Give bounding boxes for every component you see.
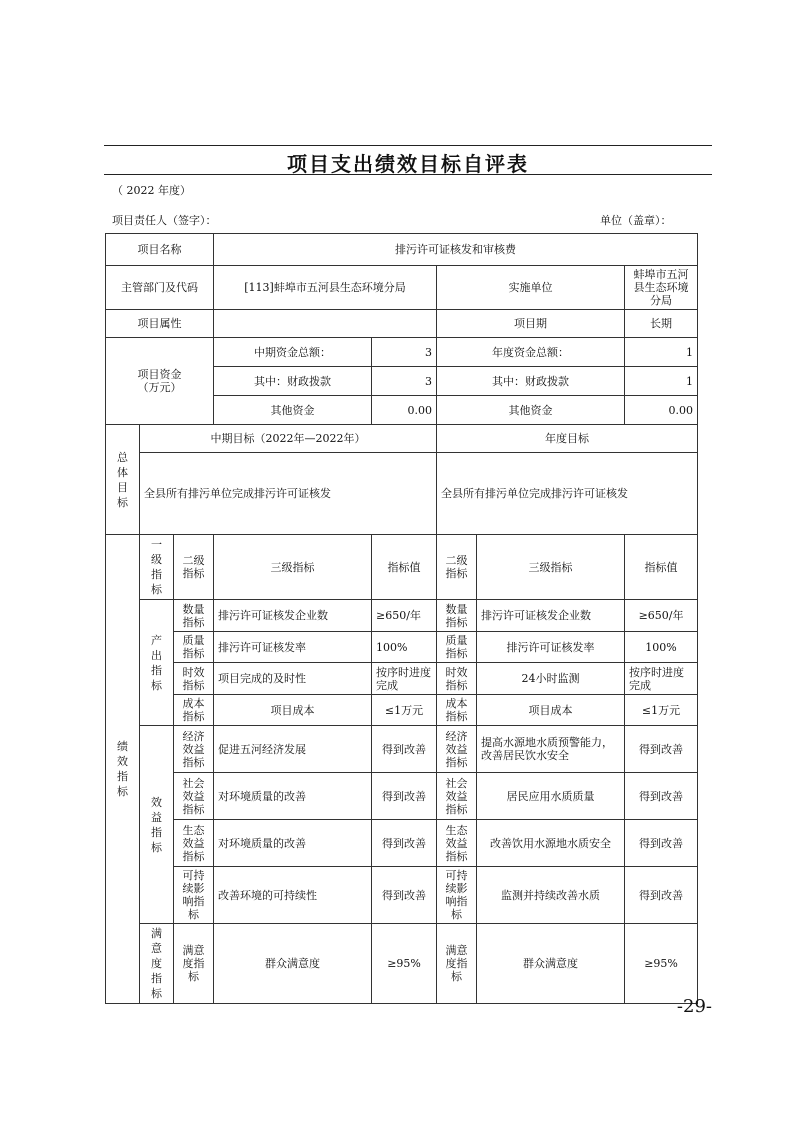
effect-label bbox=[140, 726, 174, 924]
project-name-label: 项目名称 bbox=[106, 234, 214, 266]
indicator-l2-year: 可持续影响指标 bbox=[437, 867, 477, 924]
department-row bbox=[106, 266, 698, 310]
page-number: -29- bbox=[676, 996, 712, 1017]
indicator-row bbox=[106, 924, 698, 1004]
level2-header: 二级指标 bbox=[174, 535, 214, 600]
indicator-value: 100% bbox=[372, 632, 437, 663]
output-label-text: 产出指标 bbox=[151, 633, 162, 692]
indicator-l3-year: 排污许可证核发率 bbox=[477, 632, 625, 663]
indicator-l2: 社会效益指标 bbox=[174, 773, 214, 820]
level2-header-year: 二级指标 bbox=[437, 535, 477, 600]
indicator-row bbox=[106, 773, 698, 820]
year-fiscal-value: 1 bbox=[625, 367, 698, 396]
indicator-row bbox=[106, 600, 698, 632]
year-goal-text: 全县所有排污单位完成排污许可证核发 bbox=[437, 453, 698, 535]
mid-fiscal-label: 其中：财政拨款 bbox=[214, 367, 372, 396]
indicator-value: ≥650/年 bbox=[372, 600, 437, 632]
responsible-label: 项目责任人（签字）： bbox=[112, 214, 217, 227]
indicator-l2: 可持续影响指标 bbox=[174, 867, 214, 924]
mid-goal-header: 中期目标（2022年—2022年） bbox=[140, 425, 437, 453]
implementer-value: 蚌埠市五河县生态环境分局 bbox=[625, 266, 698, 310]
indicator-value-year: 得到改善 bbox=[625, 867, 698, 924]
indicator-value-year: 按序时进度完成 bbox=[625, 663, 698, 695]
value-header: 指标值 bbox=[372, 535, 437, 600]
indicator-l2: 满意度指标 bbox=[174, 924, 214, 1004]
satisfaction-label bbox=[140, 924, 174, 1004]
indicator-l2: 经济效益指标 bbox=[174, 726, 214, 773]
mid-goal-text: 全县所有排污单位完成排污许可证核发 bbox=[140, 453, 437, 535]
indicator-row bbox=[106, 867, 698, 924]
level3-header-year: 三级指标 bbox=[477, 535, 625, 600]
attribute-row bbox=[106, 310, 698, 338]
indicator-l3-year: 居民应用水质质量 bbox=[477, 773, 625, 820]
indicator-value-year: 100% bbox=[625, 632, 698, 663]
indicator-l3: 改善环境的可持续性 bbox=[214, 867, 372, 924]
period-label: 项目期 bbox=[437, 310, 625, 338]
indicator-l3-year: 24小时监测 bbox=[477, 663, 625, 695]
indicator-l3: 项目成本 bbox=[214, 695, 372, 726]
department-label: 主管部门及代码 bbox=[106, 266, 214, 310]
indicator-l2-year: 满意度指标 bbox=[437, 924, 477, 1004]
title-underline bbox=[104, 174, 712, 175]
year-other-value: 0.00 bbox=[625, 396, 698, 425]
funds-total-row bbox=[106, 338, 698, 367]
indicator-l3: 对环境质量的改善 bbox=[214, 773, 372, 820]
level1-header-text: 一级指标 bbox=[151, 538, 162, 596]
indicator-l2: 生态效益指标 bbox=[174, 820, 214, 867]
indicator-l2-year: 生态效益指标 bbox=[437, 820, 477, 867]
indicator-value: ≤1万元 bbox=[372, 695, 437, 726]
funds-label bbox=[106, 338, 214, 425]
indicator-l2-year: 经济效益指标 bbox=[437, 726, 477, 773]
indicator-value-year: 得到改善 bbox=[625, 820, 698, 867]
project-name-value: 排污许可证核发和审核费 bbox=[214, 234, 698, 266]
attribute-value bbox=[214, 310, 437, 338]
indicator-l3: 对环境质量的改善 bbox=[214, 820, 372, 867]
indicators-label-text: 绩效指标 bbox=[117, 740, 128, 798]
indicator-value: ≥95% bbox=[372, 924, 437, 1004]
mid-other-label: 其他资金 bbox=[214, 396, 372, 425]
goals-text-row bbox=[106, 453, 698, 535]
mid-other-value: 0.00 bbox=[372, 396, 437, 425]
indicator-l3-year: 提高水源地水质预警能力，改善居民饮水安全 bbox=[477, 726, 625, 773]
indicator-l2-year: 时效指标 bbox=[437, 663, 477, 695]
indicator-l3: 排污许可证核发率 bbox=[214, 632, 372, 663]
year-goal-header: 年度目标 bbox=[437, 425, 698, 453]
page-title: 项目支出绩效目标自评表 bbox=[287, 152, 529, 176]
indicator-l3-year: 监测并持续改善水质 bbox=[477, 867, 625, 924]
year-total-label: 年度资金总额： bbox=[437, 338, 625, 367]
indicator-header-row bbox=[106, 535, 698, 600]
indicator-l3-year: 群众满意度 bbox=[477, 924, 625, 1004]
indicator-l2-year: 数量指标 bbox=[437, 600, 477, 632]
indicator-value: 得到改善 bbox=[372, 820, 437, 867]
indicator-row bbox=[106, 726, 698, 773]
indicator-l2: 成本指标 bbox=[174, 695, 214, 726]
indicator-value-year: ≤1万元 bbox=[625, 695, 698, 726]
implementer-label: 实施单位 bbox=[437, 266, 625, 310]
indicator-value: 得到改善 bbox=[372, 726, 437, 773]
indicator-l3-year: 改善饮用水源地水质安全 bbox=[477, 820, 625, 867]
output-label bbox=[140, 600, 174, 726]
indicator-value: 得到改善 bbox=[372, 773, 437, 820]
funds-label-text: 项目资金（万元） bbox=[137, 368, 182, 394]
year-fiscal-label: 其中：财政拨款 bbox=[437, 367, 625, 396]
goals-label-text: 总体目标 bbox=[117, 450, 128, 509]
mid-total-value: 3 bbox=[372, 338, 437, 367]
year-total-value: 1 bbox=[625, 338, 698, 367]
indicator-value: 得到改善 bbox=[372, 867, 437, 924]
top-rule bbox=[104, 145, 712, 146]
indicator-l3-year: 排污许可证核发企业数 bbox=[477, 600, 625, 632]
value-header-year: 指标值 bbox=[625, 535, 698, 600]
indicator-l3: 项目完成的及时性 bbox=[214, 663, 372, 695]
indicator-value-year: ≥650/年 bbox=[625, 600, 698, 632]
indicator-value: 按序时进度完成 bbox=[372, 663, 437, 695]
indicator-value-year: ≥95% bbox=[625, 924, 698, 1004]
attribute-label: 项目属性 bbox=[106, 310, 214, 338]
indicator-row bbox=[106, 663, 698, 695]
indicator-l3-year: 项目成本 bbox=[477, 695, 625, 726]
year-other-label: 其他资金 bbox=[437, 396, 625, 425]
self-evaluation-table bbox=[105, 233, 698, 1004]
indicator-row bbox=[106, 695, 698, 726]
indicator-l2: 数量指标 bbox=[174, 600, 214, 632]
level3-header: 三级指标 bbox=[214, 535, 372, 600]
department-value: [113]蚌埠市五河县生态环境分局 bbox=[214, 266, 437, 310]
satisfaction-label-text: 满意度指标 bbox=[151, 927, 162, 1000]
unit-label: 单位（盖章）： bbox=[600, 214, 672, 227]
indicator-l3: 促进五河经济发展 bbox=[214, 726, 372, 773]
indicator-row bbox=[106, 632, 698, 663]
indicators-label bbox=[106, 535, 140, 1004]
indicator-l2: 质量指标 bbox=[174, 632, 214, 663]
indicator-l2-year: 成本指标 bbox=[437, 695, 477, 726]
level1-header bbox=[140, 535, 174, 600]
indicator-l2: 时效指标 bbox=[174, 663, 214, 695]
mid-total-label: 中期资金总额： bbox=[214, 338, 372, 367]
indicator-row bbox=[106, 820, 698, 867]
indicator-l3: 排污许可证核发企业数 bbox=[214, 600, 372, 632]
effect-label-text: 效益指标 bbox=[151, 795, 162, 854]
goals-label bbox=[106, 425, 140, 535]
indicator-l2-year: 质量指标 bbox=[437, 632, 477, 663]
indicator-l2-year: 社会效益指标 bbox=[437, 773, 477, 820]
mid-fiscal-value: 3 bbox=[372, 367, 437, 396]
indicator-value-year: 得到改善 bbox=[625, 726, 698, 773]
project-name-row bbox=[106, 234, 698, 266]
goals-header-row bbox=[106, 425, 698, 453]
period-value: 长期 bbox=[625, 310, 698, 338]
indicator-l3: 群众满意度 bbox=[214, 924, 372, 1004]
year-line: （ 2022 年度） bbox=[112, 184, 191, 197]
indicator-value-year: 得到改善 bbox=[625, 773, 698, 820]
